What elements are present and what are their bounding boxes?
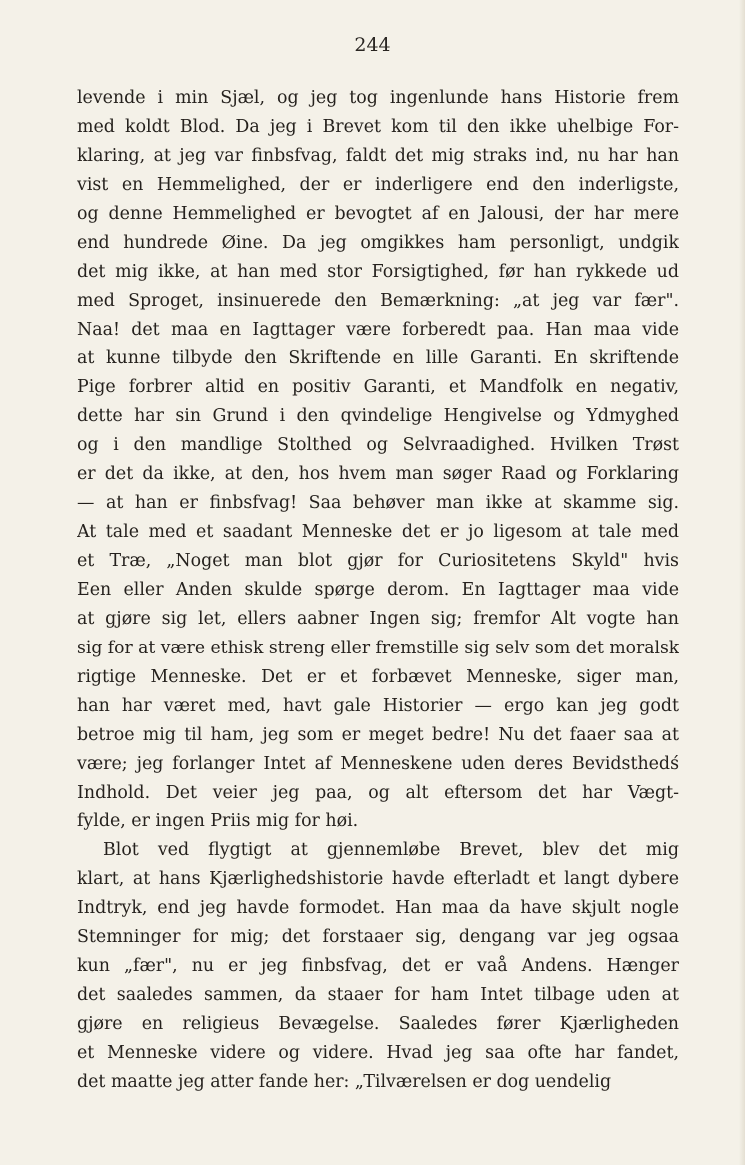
text-line: vist en Hemmelighed, der er inderligere end den inderligste,	[77, 174, 679, 195]
text-line: klart, at hans Kjærlighedshistorie havde efterladt et langt dybere	[77, 869, 679, 890]
text-line: at gjøre sig let, ellers aabner Ingen sig; fremfor Alt vogte han	[77, 608, 679, 629]
text-line: med koldt Blod. Da jeg i Brevet kom til den ikke uhelbige For-	[77, 116, 679, 137]
text-line: at kunne tilbyde den Skriftende en lille Garanti. En skriftende	[77, 348, 679, 369]
text-line: Blot ved flygtigt at gjennemløbe Brevet, blev det mig	[103, 840, 679, 861]
text-line: — at han er finbsfvag! Saa behøver man ikke at skamme sig.	[77, 493, 679, 514]
text-line: og i den mandlige Stolthed og Selvraadighed. Hvilken Trøst	[77, 435, 679, 456]
text-line: Stemninger for mig; det forstaaer sig, dengang var jeg ogsaa	[77, 927, 679, 948]
text-line: sig for at være ethisk streng eller fremstille sig selv som det moralsk	[77, 637, 679, 658]
text-line: betroe mig til ham, jeg som er meget bedre! Nu det faaer saa at	[77, 724, 679, 745]
text-line: Indtryk, end jeg havde formodet. Han maa da have skjult nogle	[77, 898, 679, 919]
text-line: det mig ikke, at han med stor Forsigtighed, før han rykkede ud	[77, 261, 679, 282]
body-text	[77, 84, 679, 1097]
text-line: det saaledes sammen, da staaer for ham Intet tilbage uden at	[77, 985, 679, 1006]
text-line: fylde, er ingen Priis mig for høi.	[77, 811, 359, 832]
text-line: Pige forbrer altid en positiv Garanti, et Mandfolk en negativ,	[77, 377, 679, 398]
text-line: levende i min Sjæl, og jeg tog ingenlunde hans Historie frem	[77, 88, 679, 108]
text-line: end hundrede Øine. Da jeg omgikkes ham personligt, undgik	[77, 232, 679, 253]
text-line: og denne Hemmelighed er bevogtet af en Jalousi, der har mere	[77, 203, 679, 224]
text-line: et Træ, „Noget man blot gjør for Curiositetens Skyld" hvis	[77, 551, 679, 571]
text-line: klaring, at jeg var finbsfvag, faldt det mig straks ind, nu har han	[77, 145, 679, 166]
page-edge	[739, 0, 745, 1165]
text-line: rigtige Menneske. Det er et forbævet Menneske, siger man,	[77, 666, 679, 687]
text-line: Een eller Anden skulde spørge derom. En Iagttager maa vide	[77, 579, 679, 600]
text-line: Indhold. Det veier jeg paa, og alt eftersom det har Vægt-	[77, 782, 679, 803]
page-number: 244	[354, 34, 391, 56]
text-line: Naa! det maa en Iagttager være forberedt paa. Han maa vide	[77, 319, 679, 340]
text-line: et Menneske videre og videre. Hvad jeg saa ofte har fandet,	[77, 1042, 679, 1063]
text-line: det maatte jeg atter fande her: „Tilværelsen er dog uendelig	[77, 1071, 612, 1092]
text-line: gjøre en religieus Bevægelse. Saaledes fører Kjærligheden	[77, 1014, 679, 1034]
text-line: dette har sin Grund i den qvindelige Hengivelse og Ydmyghed	[77, 406, 679, 427]
text-line: At tale med et saadant Menneske det er jo ligesom at tale med	[77, 522, 679, 543]
text-line: være; jeg forlanger Intet af Menneskene uden deres Bevidsthedś	[77, 753, 679, 774]
text-line: han har været med, havt gale Historier — ergo kan jeg godt	[77, 695, 679, 716]
text-line: er det da ikke, at den, hos hvem man søger Raad og Forklaring	[77, 464, 679, 485]
text-line: kun „fær", nu er jeg finbsfvag, det er vaå Andens. Hænger	[77, 956, 679, 977]
text-line: med Sproget, insinuerede den Bemærkning: „at jeg var fær".	[77, 290, 679, 311]
